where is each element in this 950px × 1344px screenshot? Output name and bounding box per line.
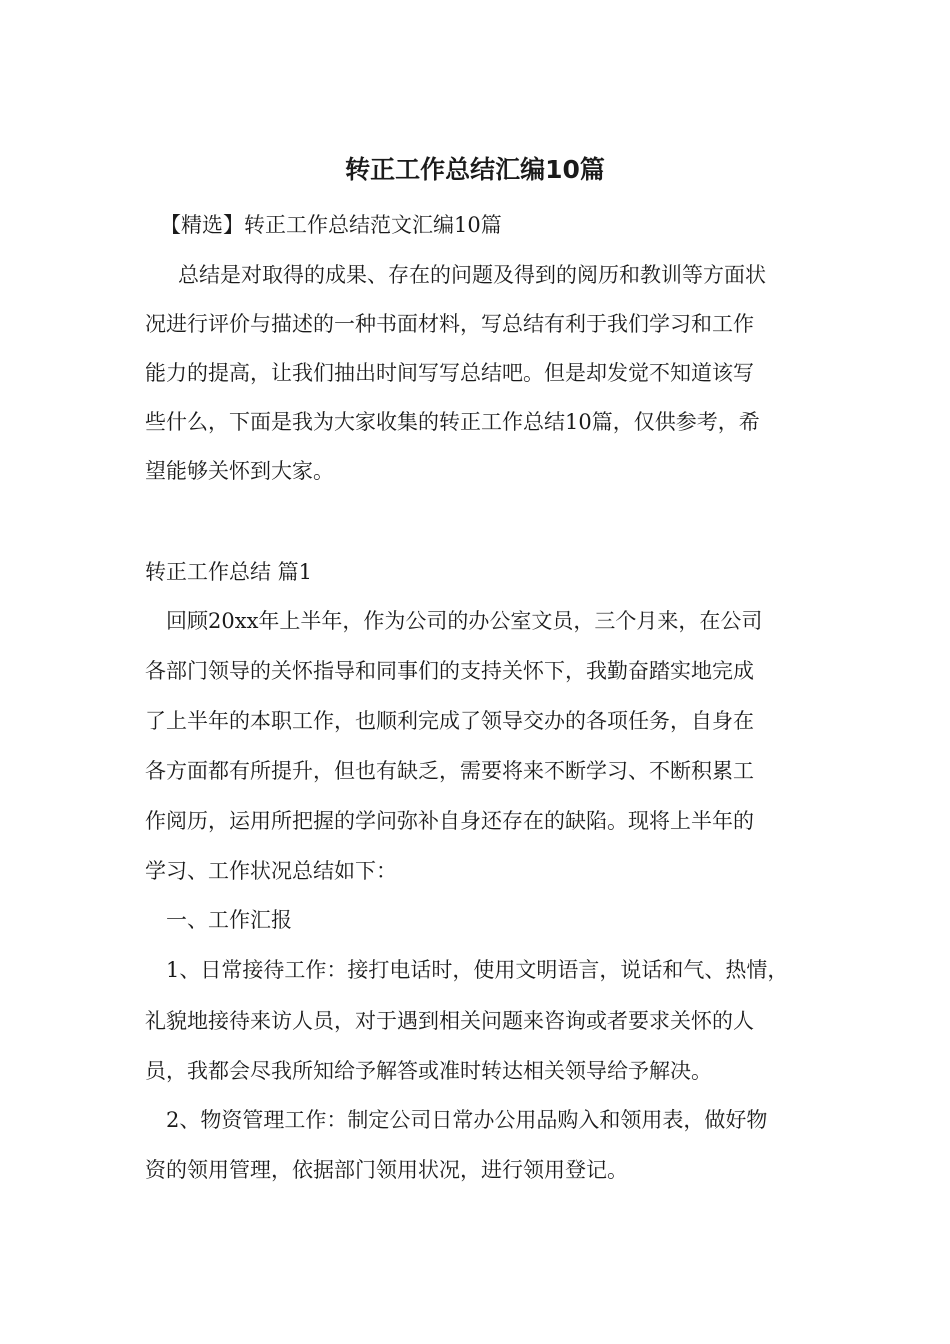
body-line: 2、物资管理工作：制定公司日常办公用品购入和领用表，做好物	[166, 1108, 768, 1132]
document-title: 转正工作总结汇编10篇	[345, 155, 605, 184]
body-line: 1、日常接待工作：接打电话时，使用文明语言，说话和气、热情，	[166, 958, 789, 982]
body-line: 各方面都有所提升，但也有缺乏，需要将来不断学习、不断积累工	[145, 759, 754, 783]
body-line: 了上半年的本职工作，也顺利完成了领导交办的各项任务，自身在	[145, 709, 754, 733]
body-line: 一、工作汇报	[166, 908, 292, 932]
body-line: 回顾20xx年上半年，作为公司的办公室文员，三个月来，在公司	[166, 609, 763, 633]
intro-line: 能力的提高，让我们抽出时间写写总结吧。但是却发觉不知道该写	[145, 361, 754, 385]
body-line: 资的领用管理，依据部门领用状况，进行领用登记。	[145, 1158, 628, 1182]
body-line: 员，我都会尽我所知给予解答或准时转达相关领导给予解决。	[145, 1059, 712, 1083]
intro-line: 总结是对取得的成果、存在的问题及得到的阅历和教训等方面状	[178, 263, 766, 287]
intro-line: 些什么，下面是我为大家收集的转正工作总结10篇，仅供参考，希	[145, 410, 760, 434]
section-heading: 转正工作总结 篇1	[145, 560, 313, 584]
intro-line: 况进行评价与描述的一种书面材料，写总结有利于我们学习和工作	[145, 312, 754, 336]
intro-line: 望能够关怀到大家。	[145, 459, 334, 483]
body-line: 礼貌地接待来访人员，对于遇到相关问题来咨询或者要求关怀的人	[145, 1009, 754, 1033]
body-line: 作阅历，运用所把握的学问弥补自身还存在的缺陷。现将上半年的	[145, 809, 754, 833]
body-line: 各部门领导的关怀指导和同事们的支持关怀下，我勤奋踏实地完成	[145, 659, 754, 683]
body-line: 学习、工作状况总结如下：	[145, 859, 397, 883]
document-subtitle: 【精选】转正工作总结范文汇编10篇	[160, 213, 502, 237]
